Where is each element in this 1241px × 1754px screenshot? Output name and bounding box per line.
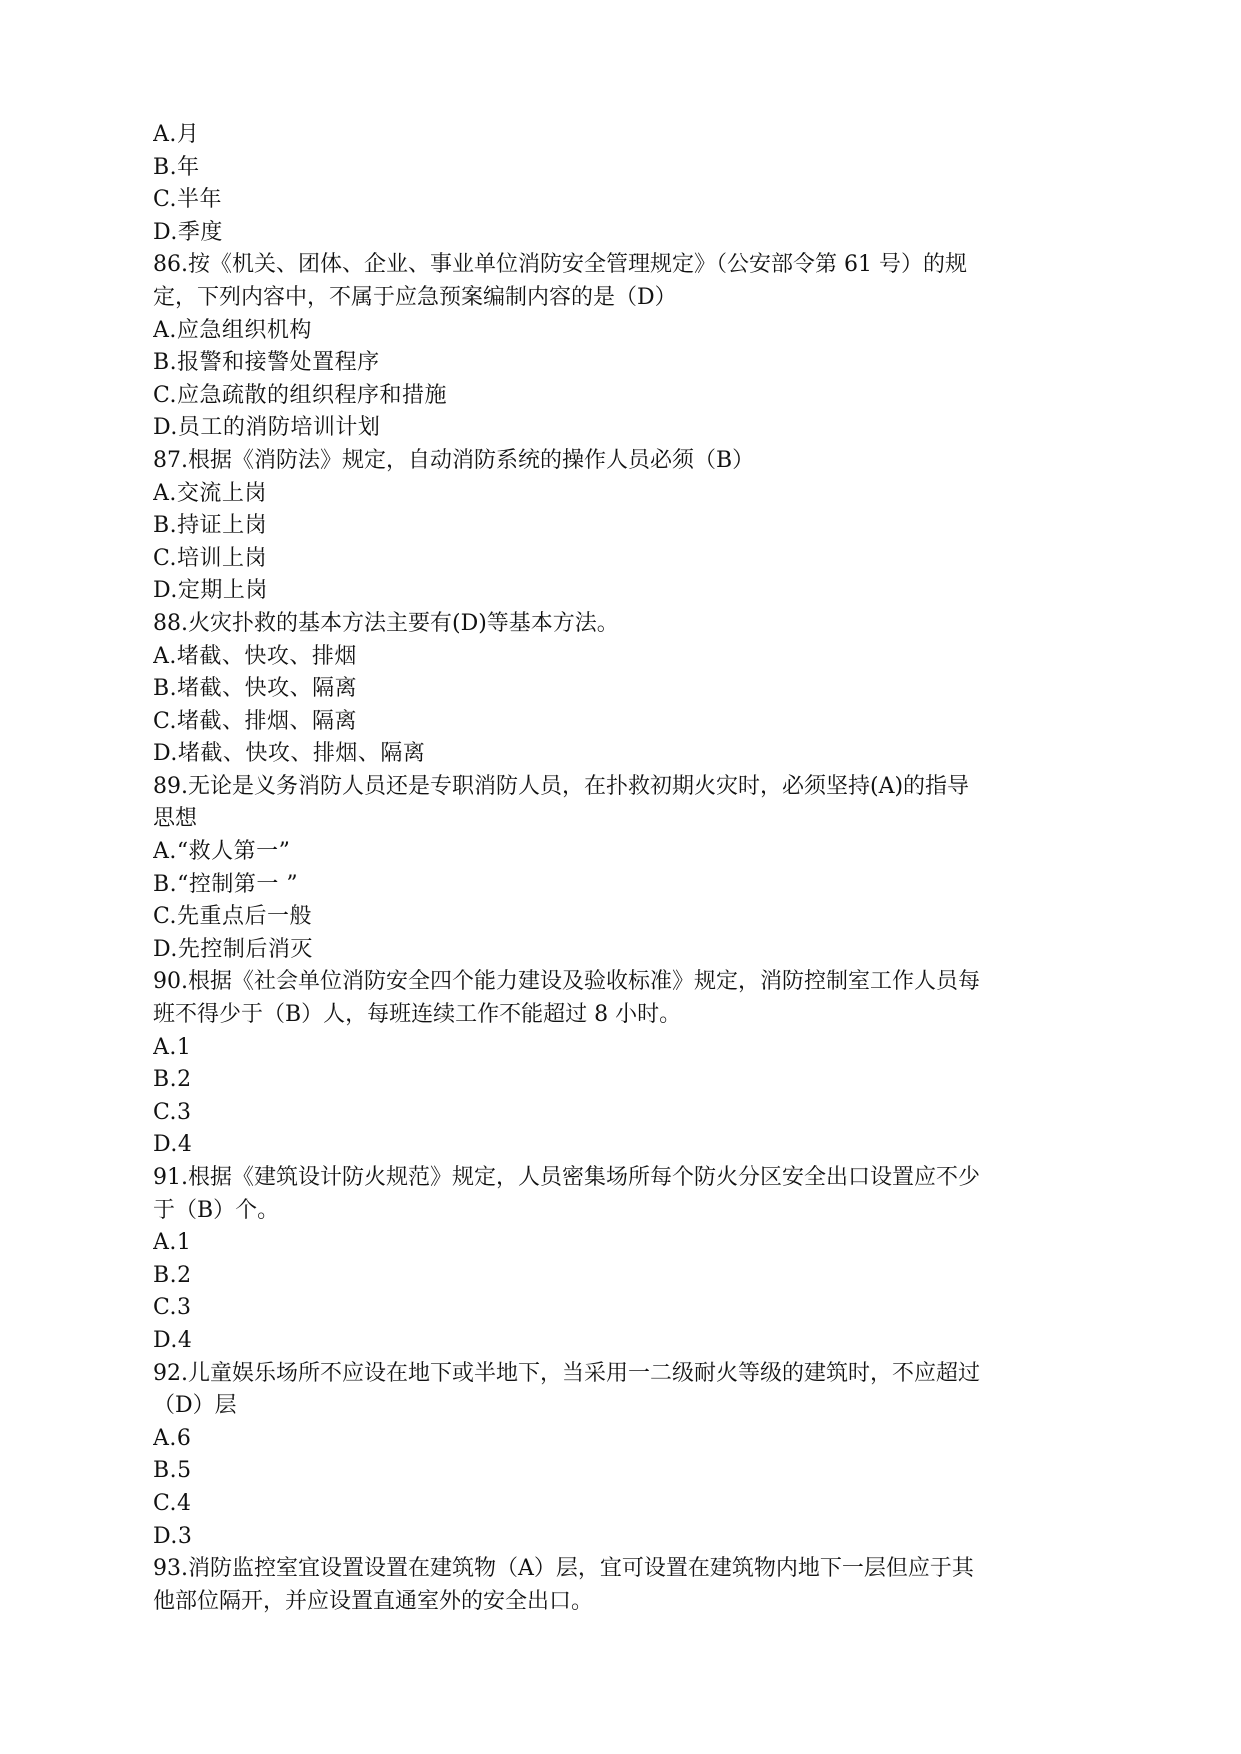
option-line: B.5 — [153, 1458, 192, 1484]
question-text: （D）层 — [153, 1393, 237, 1419]
prelude-options — [153, 119, 1098, 249]
question-text: 思想 — [153, 806, 198, 832]
question-87 — [153, 445, 1098, 608]
option-line: A.交流上岗 — [153, 480, 267, 506]
option-line: B.年 — [153, 154, 200, 180]
option-line: D.4 — [153, 1327, 193, 1353]
option-line: D.先控制后消灭 — [153, 936, 313, 962]
question-text: 他部位隔开，并应设置直通室外的安全出口。 — [153, 1588, 594, 1614]
document-body — [153, 119, 1098, 1618]
option-line: B.2 — [153, 1067, 192, 1093]
option-line: C.3 — [153, 1099, 192, 1125]
option-line: C.3 — [153, 1295, 192, 1321]
question-93 — [153, 1553, 1098, 1618]
question-text: 90.根据《社会单位消防安全四个能力建设及验收标准》规定，消防控制室工作人员每 — [153, 969, 980, 995]
option-line: B.堵截、快攻、隔离 — [153, 676, 358, 702]
option-line: D.堵截、快攻、排烟、隔离 — [153, 741, 426, 767]
option-line: B.2 — [153, 1262, 192, 1288]
question-89 — [153, 771, 1098, 967]
question-text: 92.儿童娱乐场所不应设在地下或半地下，当采用一二级耐火等级的建筑时，不应超过 — [153, 1360, 980, 1386]
option-line: D.定期上岗 — [153, 578, 268, 604]
question-text: 91.根据《建筑设计防火规范》规定，人员密集场所每个防火分区安全出口设置应不少 — [153, 1165, 980, 1190]
option-line: C.半年 — [153, 187, 223, 213]
option-line: C.堵截、排烟、隔离 — [153, 708, 358, 734]
question-text: 87.根据《消防法》规定，自动消防系统的操作人员必须（B） — [153, 447, 755, 473]
question-88 — [153, 608, 1098, 771]
option-line: C.应急疏散的组织程序和措施 — [153, 382, 448, 408]
question-text: 93.消防监控室宜设置设置在建筑物（A）层，宜可设置在建筑物内地下一层但应于其 — [153, 1556, 974, 1582]
option-line: A.月 — [153, 122, 200, 147]
option-line: B.持证上岗 — [153, 513, 268, 539]
question-86 — [153, 249, 1098, 445]
option-line: A.应急组织机构 — [153, 317, 312, 343]
option-line: D.3 — [153, 1523, 193, 1549]
option-line: A.堵截、快攻、排烟 — [153, 643, 357, 669]
question-90 — [153, 966, 1098, 1162]
option-line: C.培训上岗 — [153, 545, 268, 571]
question-text: 88.火灾扑救的基本方法主要有(D)等基本方法。 — [153, 610, 619, 636]
question-text: 89.无论是义务消防人员还是专职消防人员，在扑救初期火灾时，必须坚持(A)的指导 — [153, 773, 970, 799]
option-line: A.6 — [153, 1425, 192, 1451]
option-line: A.“救人第一” — [153, 839, 291, 865]
option-line: D.4 — [153, 1132, 193, 1158]
option-line: A.1 — [153, 1230, 192, 1256]
question-text: 定，下列内容中，不属于应急预案编制内容的是（D） — [153, 284, 677, 310]
option-line: B.报警和接警处置程序 — [153, 350, 380, 376]
option-line: A.1 — [153, 1034, 192, 1060]
option-line: C.4 — [153, 1490, 192, 1516]
question-text: 86.按《机关、团体、企业、事业单位消防安全管理规定》（公安部令第 61 号）的规 — [153, 252, 967, 278]
option-line: B.“控制第一 ” — [153, 871, 299, 897]
option-line: C.先重点后一般 — [153, 904, 313, 930]
option-line: D.季度 — [153, 219, 223, 245]
option-line: D.员工的消防培训计划 — [153, 415, 381, 441]
question-text: 于（B）个。 — [153, 1197, 280, 1223]
question-91 — [153, 1162, 1098, 1358]
question-92 — [153, 1358, 1098, 1554]
question-text: 班不得少于（B）人，每班连续工作不能超过 8 小时。 — [153, 1002, 682, 1028]
